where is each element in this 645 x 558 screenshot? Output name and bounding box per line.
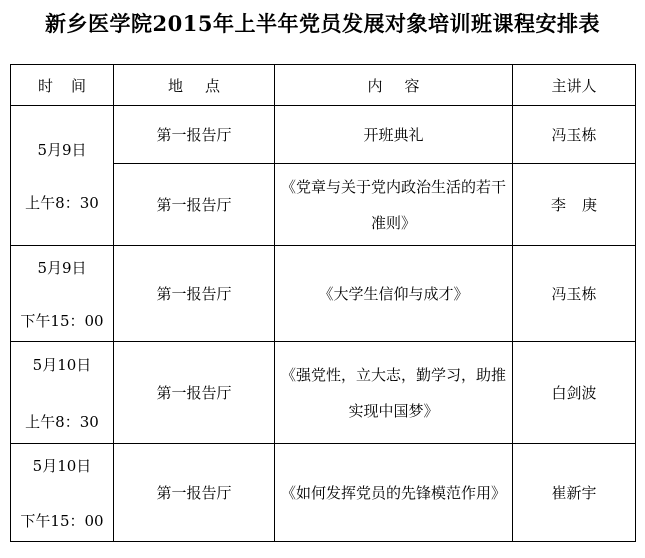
schedule-table	[10, 64, 636, 542]
session-time	[11, 246, 114, 342]
session-place: 第一报告厅	[114, 106, 275, 164]
session-date: 5月9日	[37, 258, 87, 277]
session-speaker: 白剑波	[513, 342, 636, 444]
session-date: 5月10日	[32, 355, 92, 374]
session-content: 开班典礼	[275, 106, 513, 164]
session-clock: 上午8：30	[25, 412, 99, 431]
session-place: 第一报告厅	[114, 342, 275, 444]
header-time: 时间	[11, 65, 114, 106]
session-content: 《大学生信仰与成才》	[275, 246, 513, 342]
session-date: 5月10日	[32, 456, 92, 475]
session-content: 《如何发挥党员的先锋模范作用》	[275, 444, 513, 542]
session-speaker: 李庚	[513, 164, 636, 246]
session-time	[11, 342, 114, 444]
session-place: 第一报告厅	[114, 164, 275, 246]
session-place: 第一报告厅	[114, 444, 275, 542]
session-time	[11, 164, 114, 246]
session-content: 《党章与关于党内政治生活的若干准则》	[275, 164, 513, 246]
table-row	[11, 342, 636, 444]
header-place: 地点	[114, 65, 275, 106]
header-speaker: 主讲人	[513, 65, 636, 106]
session-time	[11, 106, 114, 164]
session-date: 5月9日	[37, 140, 87, 159]
session-speaker: 崔新宇	[513, 444, 636, 542]
session-speaker: 冯玉栋	[513, 246, 636, 342]
table-row	[11, 164, 636, 246]
table-row	[11, 444, 636, 542]
session-content: 《强党性，立大志，勤学习，助推实现中国梦》	[275, 342, 513, 444]
session-place: 第一报告厅	[114, 246, 275, 342]
header-content: 内容	[275, 65, 513, 106]
session-clock: 下午15：00	[20, 311, 104, 330]
document-title: 新乡医学院2015年上半年党员发展对象培训班课程安排表	[45, 11, 600, 36]
session-clock: 下午15：00	[20, 511, 104, 530]
table-header-row	[11, 65, 636, 106]
table-row	[11, 246, 636, 342]
session-time	[11, 444, 114, 542]
session-speaker: 冯玉栋	[513, 106, 636, 164]
table-row	[11, 106, 636, 164]
session-clock: 上午8：30	[25, 193, 99, 212]
